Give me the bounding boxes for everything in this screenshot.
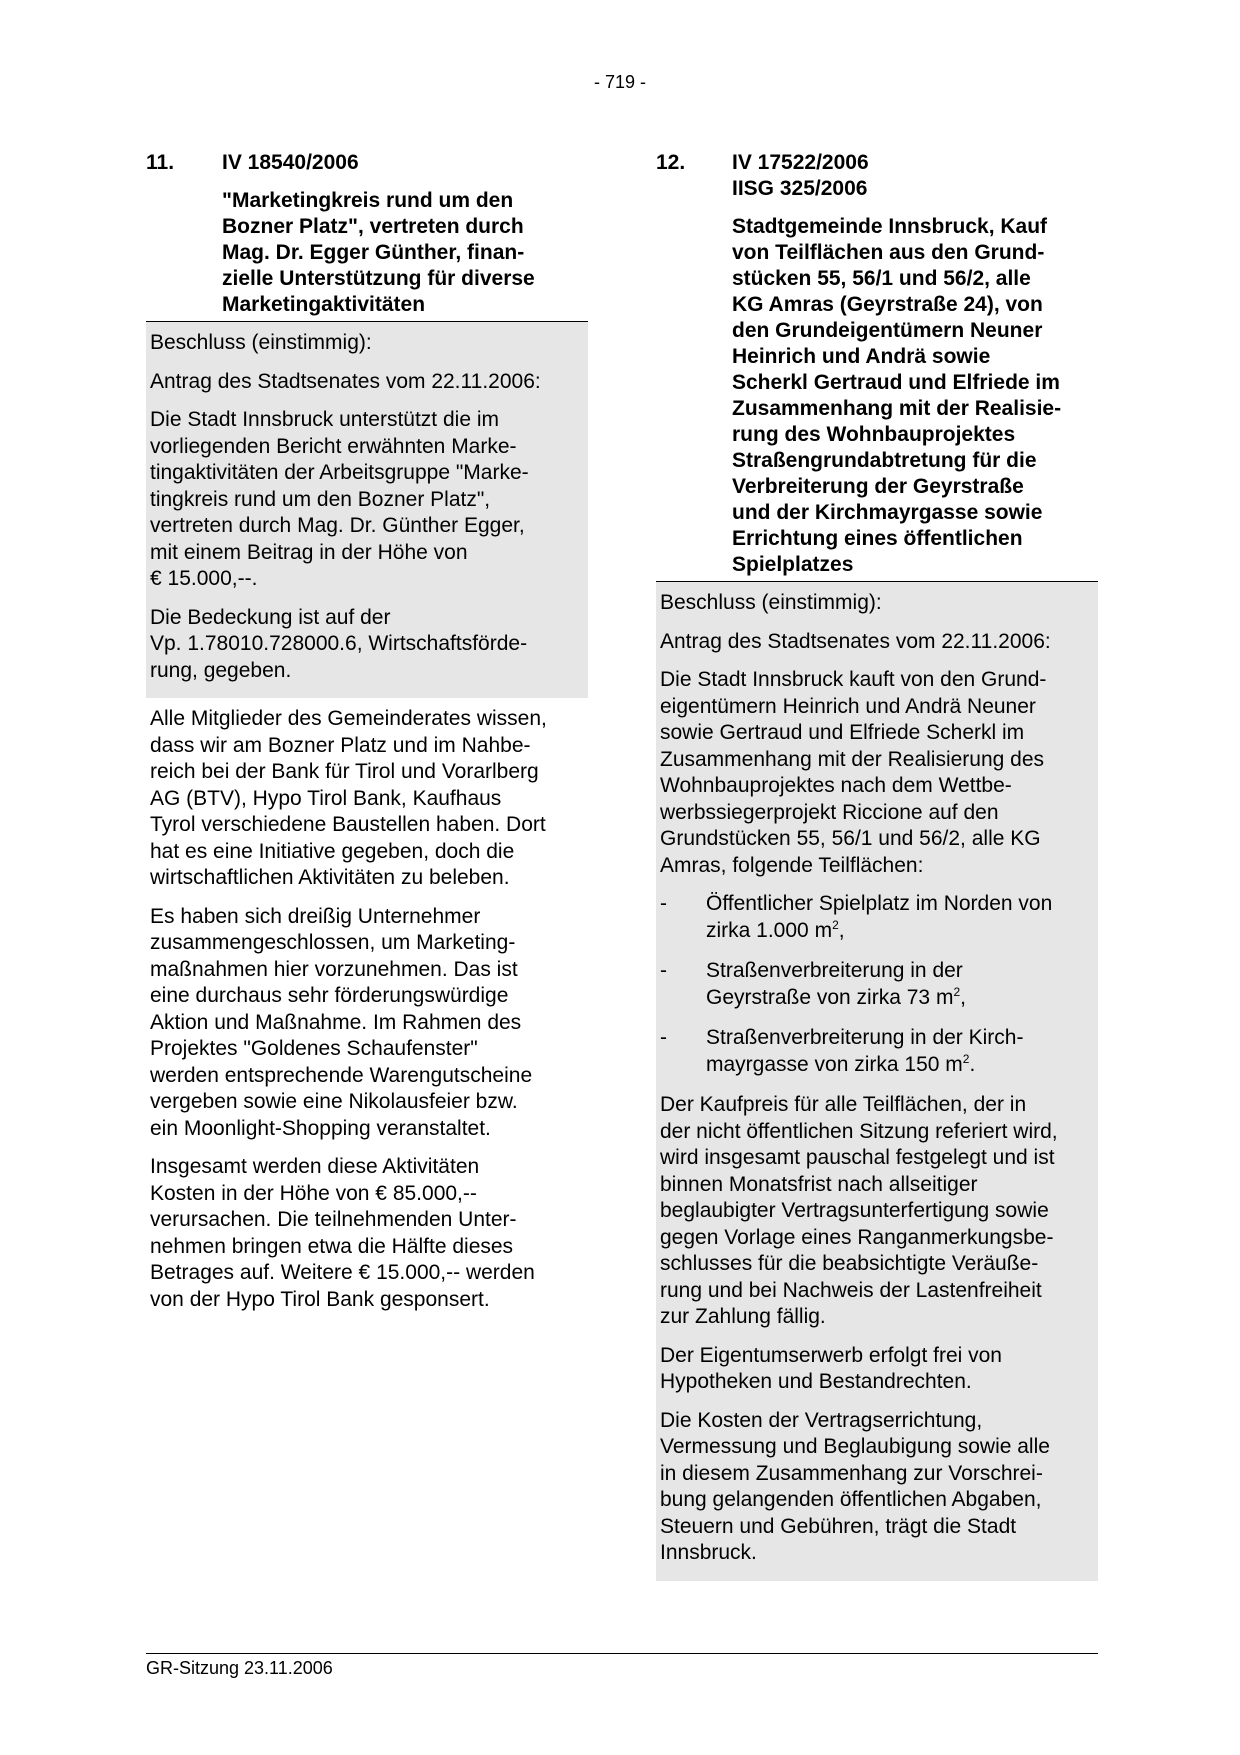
bullet-dash: - [660,892,667,915]
discussion-block [146,698,588,1313]
item-title: "Marketingkreis rund um den Bozner Platz", vertreten durch Mag. Dr. Egger Günther, finan- zielle Unterstützung für diverse Marketingaktivitäten [222,189,535,316]
ownership-text: Der Eigentumserwerb erfolgt frei von Hypotheken und Bestandrechten. [660,1343,1002,1393]
motion-label: Antrag des Stadtsenates vom 22.11.2006: [660,629,1051,653]
list-item [660,1025,1094,1078]
list-item-end: , [838,918,845,942]
unit: m [945,1052,963,1076]
decision-label: Beschluss (einstimmig): [150,331,372,354]
list-item-end: . [969,1052,976,1076]
discussion-paragraph: Es haben sich dreißig Unternehmer zusammengeschlossen, um Marketing- maßnahmen hier vorzunehmen. Das ist eine durchaus sehr förderungswürdige Aktion und Maßnahme. Im Rahmen des Projektes "Goldenes Schaufenster" werden entsprechende Warengutscheine vergeben sowie eine Nikolausfeier bzw. ein Moonlight-Shopping veranstaltet. [150,904,533,1140]
resolution-block [656,582,1098,1581]
file-number: IV 17522/2006 IISG 325/2006 [732,151,869,200]
discussion-paragraph: Insgesamt werden diese Aktivitäten Kosten in der Höhe von € 85.000,-- verursachen. Die teilnehmenden Unter- nehmen bringen etwa die Hälfte dieses Betrages auf. Weitere € 15.000,-- werden von der Hypo Tirol Bank gesponsert. [150,1155,535,1311]
motion-label: Antrag des Stadtsenates vom 22.11.2006: [150,369,541,393]
list-item-line: Straßenverbreiterung in der [706,959,963,982]
list-item [660,958,1094,1011]
item-number: 12. [656,151,686,174]
page-number: - 719 - [593,72,647,92]
list-item-amount: zirka 1.000 [706,918,809,942]
item-number: 11. [146,151,175,174]
item-header [656,150,1098,582]
unit-exponent: 2 [953,984,961,999]
discussion-paragraph: Alle Mitglieder des Gemeinderates wissen, dass wir am Bozner Platz und im Nahbe- reich bei der Bank für Tirol und Vorarlberg AG (BTV), Hypo Tirol Bank, Kaufhaus Tyrol verschiedene Baustellen haben. Dort hat es eine Initiative gegeben, doch die wirtschaftlichen Aktivitäten zu beleben. [150,707,547,889]
price-text: Der Kaufpreis für alle Teilflächen, der in der nicht öffentlichen Sitzung referiert wird, wird insgesamt pauschal festgelegt und ist binnen Monatsfrist nach allseitiger beglaubigter Vertragsunterfertigung sowie gegen Vorlage eines Ranganmerkungsbe- schlusses für die beabsichtigte Veräuße- rung und bei Nachweis der Lastenfreiheit zur Zahlung fällig. [660,1093,1058,1328]
footer-divider [146,1653,1098,1654]
unit-exponent: 2 [962,1051,970,1066]
list-item-amount: mayrgasse von zirka 150 [706,1052,940,1076]
item-header [146,150,588,322]
resolution-text: Die Stadt Innsbruck unterstützt die im vorliegenden Bericht erwähnten Marke- tingaktivitäten der Arbeitsgruppe "Marke- tingkreis rund um den Bozner Platz", vertreten durch Mag. Dr. Günther Egger, mit einem Beitrag in der Höhe von € 15.000,--. [150,408,529,590]
file-number: IV 18540/2006 [222,151,359,174]
list-item [660,891,1094,944]
resolution-intro: Die Stadt Innsbruck kauft von den Grund- eigentümern Heinrich und Andrä Neuner sowie Gertraud und Elfriede Scherkl im Zusammenhang mit der Realisierung des Wohnbauprojektes nach dem Wettbe- werbssiegerprojekt Riccione auf den Grundstücken 55, 56/1 und 56/2, alle KG Amras, folgende Teilflächen: [660,668,1047,877]
bullet-dash: - [660,959,667,982]
unit: m [935,985,954,1009]
list-item-amount: Geyrstraße von zirka 73 [706,985,931,1009]
bullet-dash: - [660,1026,667,1049]
unit-exponent: 2 [832,917,839,932]
agenda-item-11 [146,150,588,1325]
list-item-line: Öffentlicher Spielplatz im Norden von [706,892,1053,915]
item-title: Stadtgemeinde Innsbruck, Kauf von Teilflächen aus den Grund- stücken 55, 56/1 und 56/2, alle KG Amras (Geyrstraße 24), von den Grundeigentümern Neuner Heinrich und Andrä sowie Scherkl Gertraud und Elfriede im Zusammenhang mit der Realisie- rung des Wohnbauprojektes Straßengrundabtretung für die Verbreiterung der Geyrstraße und der Kirchmayrgasse sowie Errichtung eines öffentlichen Spielplatzes [732,215,1062,576]
unit: m [814,918,833,942]
footer-session-date: GR-Sitzung 23.11.2006 [146,1658,333,1678]
coverage-text: Die Bedeckung ist auf der Vp. 1.78010.728000.6, Wirtschaftsförde- rung, gegeben. [150,605,528,682]
agenda-item-12 [656,150,1098,1581]
costs-text: Die Kosten der Vertragserrichtung, Vermessung und Beglaubigung sowie alle in diesem Zusammenhang zur Vorschrei- bung gelangenden öffentlichen Abgaben, Steuern und Gebühren, trägt die Stadt Innsbruck. [660,1408,1050,1564]
list-item-line: Straßenverbreiterung in der Kirch- [706,1026,1024,1049]
decision-label: Beschluss (einstimmig): [660,591,882,614]
list-item-end: , [960,985,966,1009]
resolution-block [146,322,588,698]
